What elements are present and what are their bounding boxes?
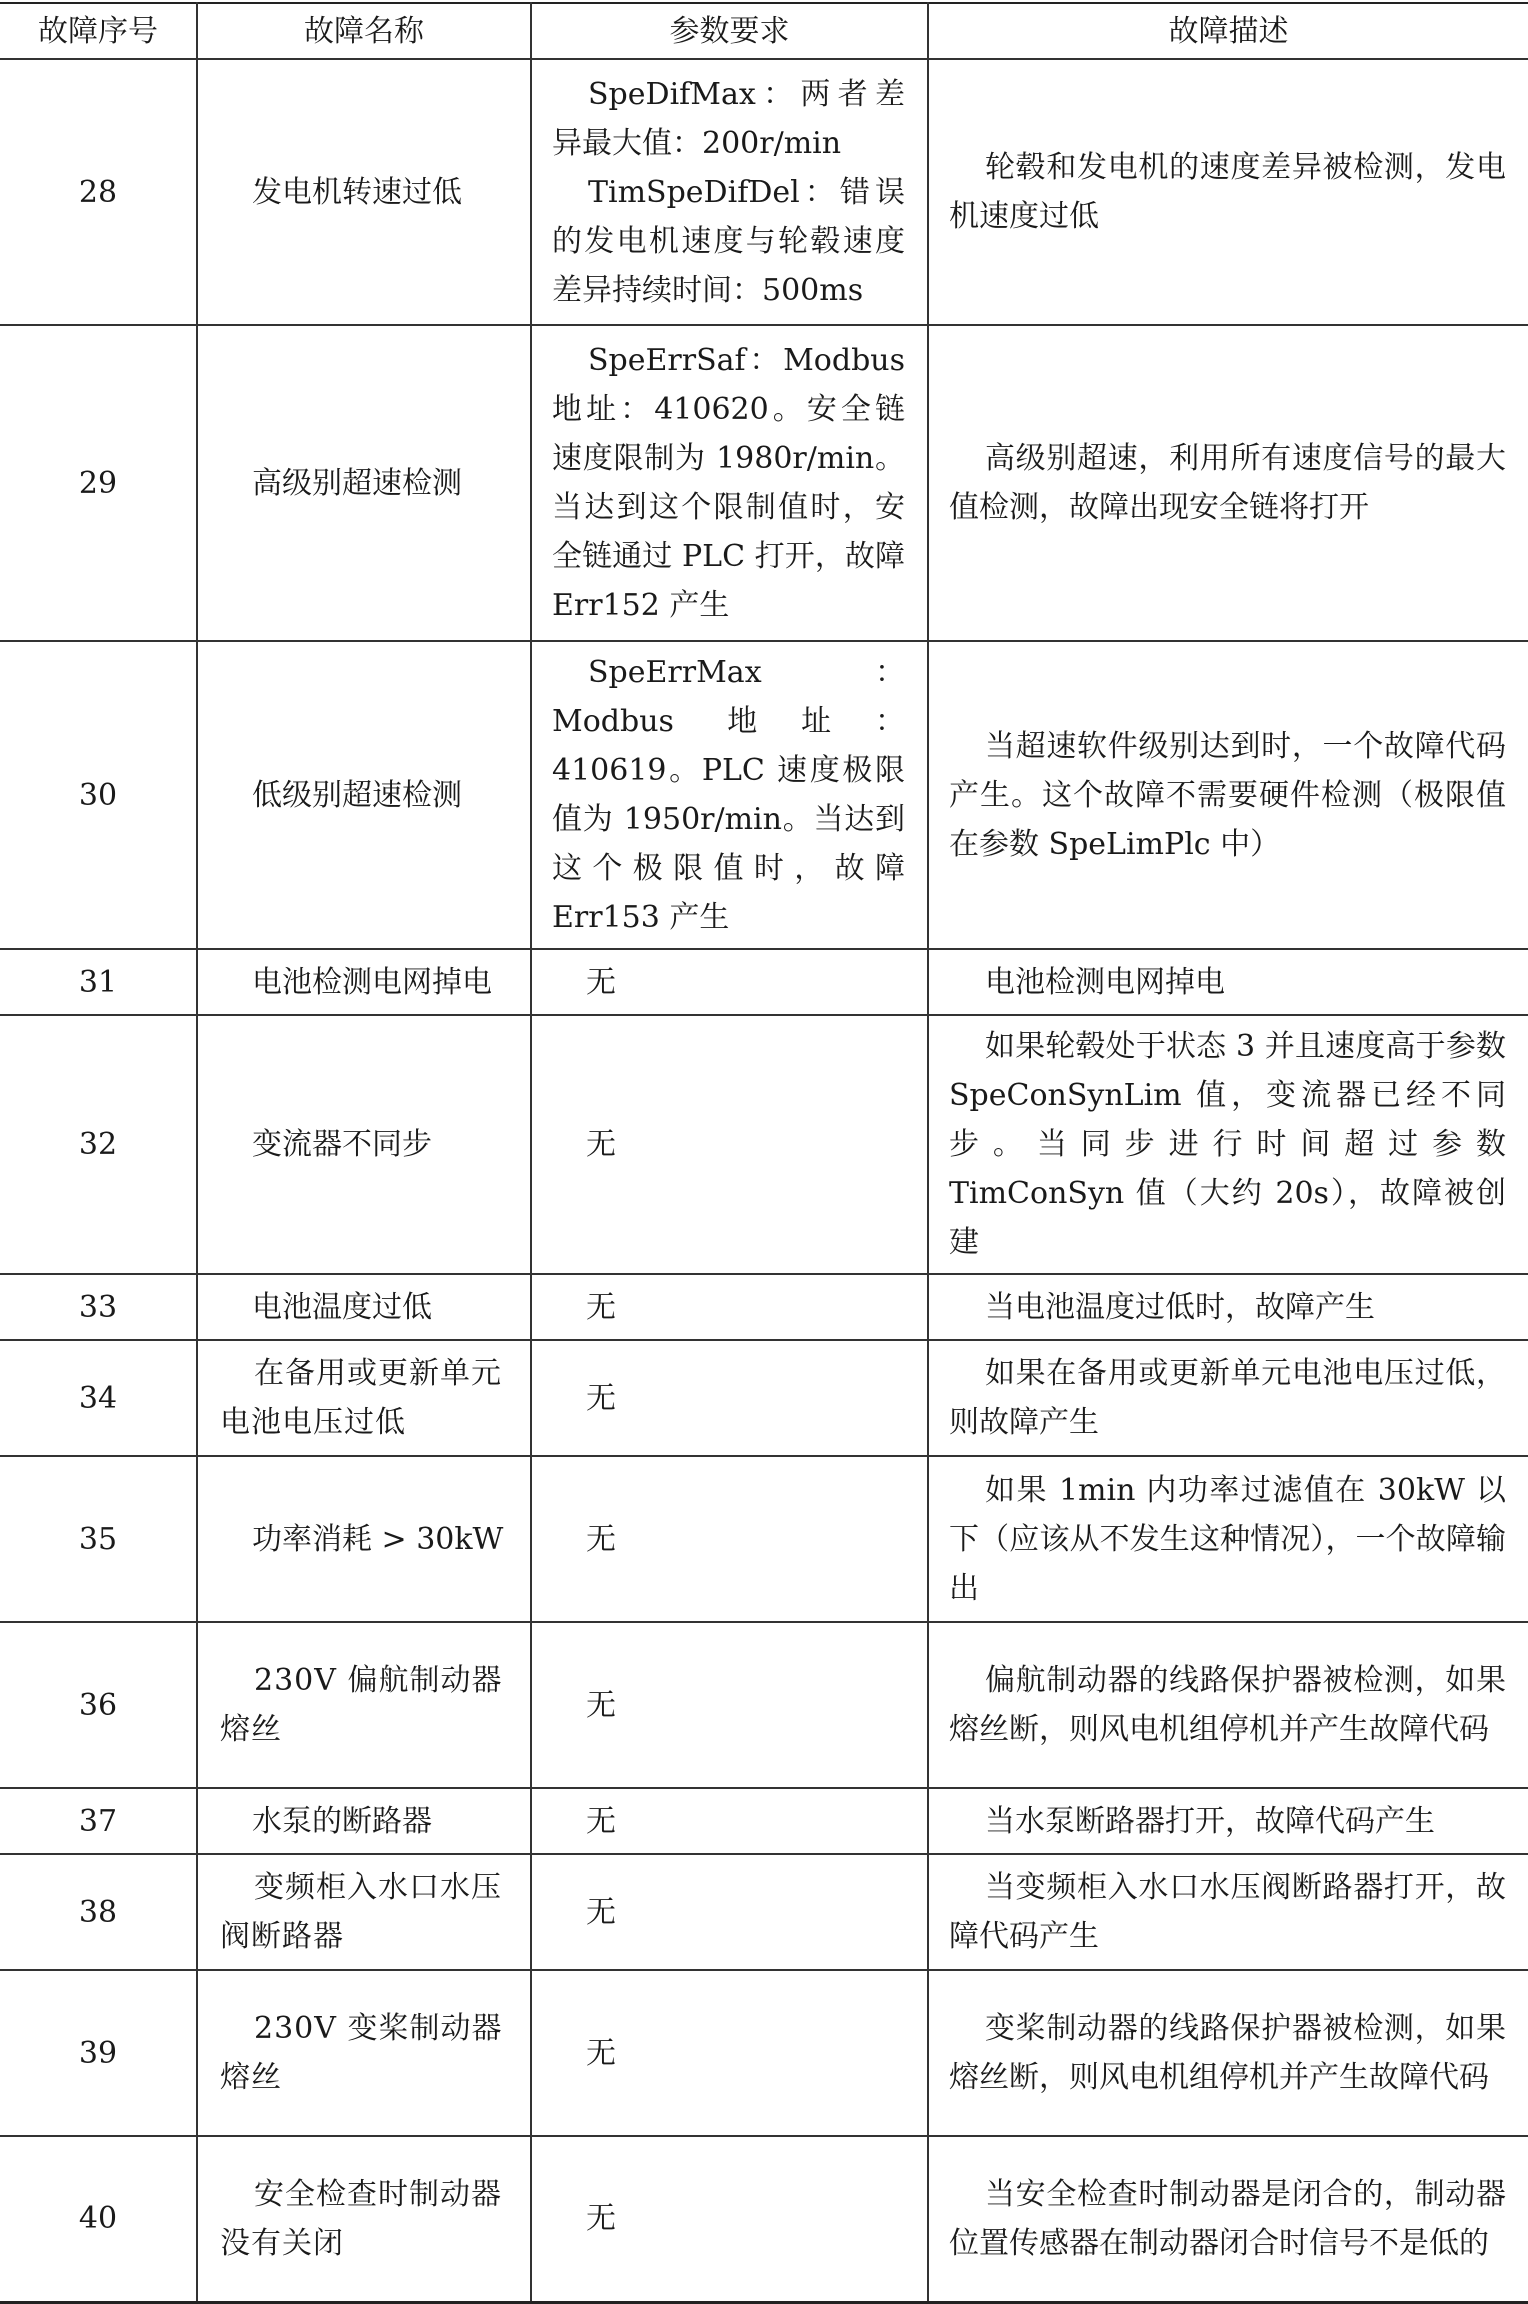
fault-params: 无: [531, 949, 928, 1015]
fault-description: 变桨制动器的线路保护器被检测，如果熔丝断，则风电机组停机并产生故障代码: [928, 1970, 1528, 2136]
table-row: [0, 59, 1528, 325]
fault-name: 变流器不同步: [197, 1015, 531, 1274]
fault-no: 33: [0, 1274, 197, 1340]
fault-name: 安全检查时制动器没有关闭: [197, 2136, 531, 2302]
param-line: SpeErrSaf：Modbus 地址：410620。安全链速度限制为 1980r/min。当达到这个限制值时，安全链通过 PLC 打开，故障 Err152 产生: [552, 343, 905, 623]
table-row: [0, 1970, 1528, 2136]
table-row: [0, 1340, 1528, 1456]
table-row: [0, 641, 1528, 949]
fault-description: 当水泵断路器打开，故障代码产生: [928, 1788, 1528, 1854]
fault-params: 无: [531, 1274, 928, 1340]
fault-description: 当电池温度过低时，故障产生: [928, 1274, 1528, 1340]
fault-params: 无: [531, 2136, 928, 2302]
fault-description: 电池检测电网掉电: [928, 949, 1528, 1015]
fault-table: [0, 2, 1528, 2304]
fault-description: 如果轮毂处于状态 3 并且速度高于参数 SpeConSynLim 值，变流器已经不同步。当同步进行时间超过参数 TimConSyn 值（大约 20s），故障被创建: [928, 1015, 1528, 1274]
fault-no: 37: [0, 1788, 197, 1854]
table-row: [0, 2136, 1528, 2302]
fault-no: 39: [0, 1970, 197, 2136]
fault-description: 如果在备用或更新单元电池电压过低，则故障产生: [928, 1340, 1528, 1456]
table-row: [0, 1854, 1528, 1970]
fault-params: 无: [531, 1456, 928, 1622]
fault-params: 无: [531, 1854, 928, 1970]
fault-params: 无: [531, 1970, 928, 2136]
fault-name: 变频柜入水口水压阀断路器: [197, 1854, 531, 1970]
table-row: [0, 949, 1528, 1015]
fault-params: 无: [531, 1015, 928, 1274]
param-line: SpeDifMax：两者差异最大值：200r/min: [552, 76, 905, 161]
fault-no: 40: [0, 2136, 197, 2302]
fault-params: 无: [531, 1340, 928, 1456]
table-row: [0, 1015, 1528, 1274]
table-row: [0, 1274, 1528, 1340]
header-fault-no: 故障序号: [0, 3, 197, 59]
fault-no: 36: [0, 1622, 197, 1788]
fault-params: 无: [531, 1788, 928, 1854]
header-params: 参数要求: [531, 3, 928, 59]
fault-description: 如果 1min 内功率过滤值在 30kW 以下（应该从不发生这种情况），一个故障输出: [928, 1456, 1528, 1622]
fault-no: 29: [0, 325, 197, 641]
fault-description: 当安全检查时制动器是闭合的，制动器位置传感器在制动器闭合时信号不是低的: [928, 2136, 1528, 2302]
fault-params: [531, 59, 928, 325]
header-description: 故障描述: [928, 3, 1528, 59]
fault-no: 35: [0, 1456, 197, 1622]
table-row: [0, 325, 1528, 641]
fault-name: 高级别超速检测: [197, 325, 531, 641]
fault-no: 28: [0, 59, 197, 325]
fault-no: 38: [0, 1854, 197, 1970]
fault-description: 当超速软件级别达到时，一个故障代码产生。这个故障不需要硬件检测（极限值在参数 SpeLimPlc 中）: [928, 641, 1528, 949]
fault-name: 230V 变桨制动器熔丝: [197, 1970, 531, 2136]
fault-params: [531, 325, 928, 641]
fault-no: 30: [0, 641, 197, 949]
fault-no: 31: [0, 949, 197, 1015]
param-line: SpeErrMax：Modbus 地址：410619。PLC 速度极限值为 1950r/min。当达到这个极限值时，故障 Err153 产生: [552, 655, 905, 935]
fault-name: 电池检测电网掉电: [197, 949, 531, 1015]
fault-name: 水泵的断路器: [197, 1788, 531, 1854]
param-line: TimSpeDifDel：错误的发电机速度与轮毂速度差异持续时间：500ms: [552, 174, 905, 308]
fault-name: 低级别超速检测: [197, 641, 531, 949]
fault-name: 在备用或更新单元电池电压过低: [197, 1340, 531, 1456]
fault-params: [531, 641, 928, 949]
fault-name: 发电机转速过低: [197, 59, 531, 325]
table-row: [0, 1788, 1528, 1854]
fault-description: 轮毂和发电机的速度差异被检测，发电机速度过低: [928, 59, 1528, 325]
fault-no: 34: [0, 1340, 197, 1456]
table-row: [0, 1622, 1528, 1788]
fault-description: 高级别超速，利用所有速度信号的最大值检测，故障出现安全链将打开: [928, 325, 1528, 641]
table-header-row: [0, 3, 1528, 59]
fault-name: 功率消耗 > 30kW: [197, 1456, 531, 1622]
fault-params: 无: [531, 1622, 928, 1788]
fault-description: 当变频柜入水口水压阀断路器打开，故障代码产生: [928, 1854, 1528, 1970]
header-fault-name: 故障名称: [197, 3, 531, 59]
fault-description: 偏航制动器的线路保护器被检测，如果熔丝断，则风电机组停机并产生故障代码: [928, 1622, 1528, 1788]
fault-name: 230V 偏航制动器熔丝: [197, 1622, 531, 1788]
fault-no: 32: [0, 1015, 197, 1274]
table-row: [0, 1456, 1528, 1622]
fault-name: 电池温度过低: [197, 1274, 531, 1340]
